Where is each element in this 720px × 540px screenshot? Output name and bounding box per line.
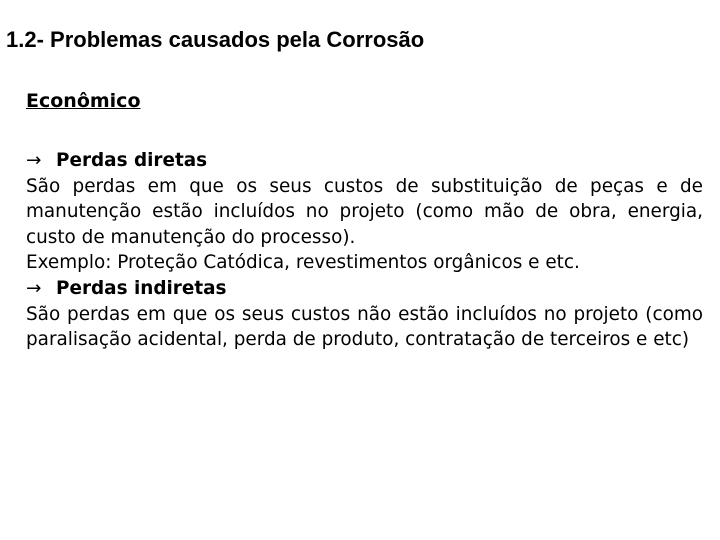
right-arrow-icon: → [26,277,42,299]
page-title: 1.2- Problemas causados pela Corrosão [6,27,425,52]
direct-losses-heading [26,148,703,174]
content-body [26,148,703,353]
indirect-losses-label: Perdas indiretas [56,277,227,299]
indirect-losses-description: São perdas em que os seus custos não estão incluídos no projeto (como paralisação acidental, perda de produto, contratação de terceiros e etc) [26,303,703,351]
direct-losses-description: São perdas em que os seus custos de substituição de peças e de manutenção estão incluídos no projeto (como mão de obra, energia, custo de manutenção do processo). [26,175,703,248]
right-arrow-icon: → [26,150,42,171]
direct-losses-label: Perdas diretas [56,150,208,171]
indirect-losses-heading [26,276,703,302]
direct-losses-example: Exemplo: Proteção Catódica, revestimentos orgânicos e etc. [26,252,580,274]
section-heading-economico: Econômico [26,90,141,112]
